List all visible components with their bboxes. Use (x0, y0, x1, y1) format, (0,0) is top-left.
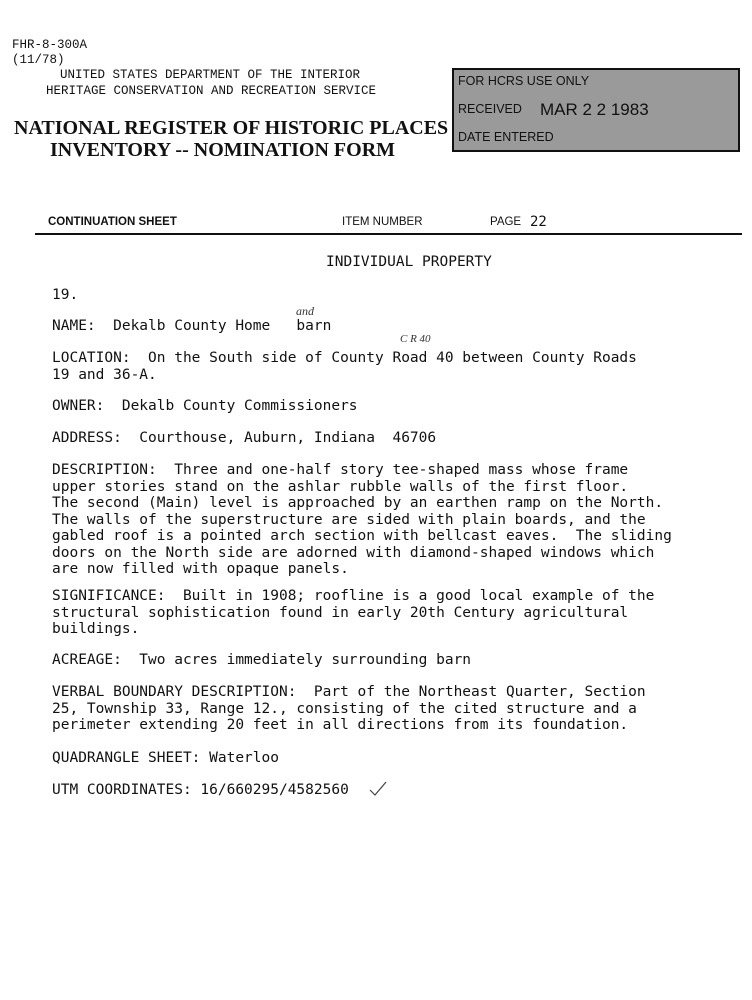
location-handwritten-note: C R 40 (400, 333, 431, 345)
description-field: DESCRIPTION: Three and one-half story tee-shaped mass whose frame upper stories stand on the ashlar rubble walls of the first floor. The second (Main) level is approached by an earthen ramp on the North. The walls of the superstructure are sided with plain boards, and the gabled roof is a pointed arch section with bellcast eaves. The sliding doors on the North side are adorned with diamond-shaped windows which are now filled with opaque panels. (52, 462, 672, 577)
name-field: NAME: Dekalb County Home barn (52, 318, 332, 334)
name-handwritten-insert: and (296, 304, 314, 318)
acreage-field: ACREAGE: Two acres immediately surrounding barn (52, 652, 472, 668)
header-rule (35, 233, 742, 235)
section-title: INDIVIDUAL PROPERTY (326, 254, 492, 270)
entry-number: 19. (52, 287, 79, 303)
boundary-field: VERBAL BOUNDARY DESCRIPTION: Part of the Northeast Quarter, Section 25, Township 33, Range 12., consisting of the cited structure and a perimeter extending 20 feet in all directions from its foundation. (52, 684, 646, 733)
address-field: ADDRESS: Courthouse, Auburn, Indiana 46706 (52, 430, 437, 446)
page-number: 22 (530, 214, 547, 230)
continuation-sheet-label: CONTINUATION SHEET (48, 216, 177, 228)
agency-line-1: UNITED STATES DEPARTMENT OF THE INTERIOR (60, 68, 361, 82)
form-date: (11/78) (12, 53, 65, 67)
quadrangle-field: QUADRANGLE SHEET: Waterloo (52, 750, 279, 766)
stamp-received-date: MAR 2 2 1983 (540, 100, 649, 119)
official-use-stamp (452, 68, 740, 152)
stamp-date-entered-label: DATE ENTERED (458, 130, 554, 144)
form-title-line-2: INVENTORY -- NOMINATION FORM (50, 139, 396, 161)
item-number-label: ITEM NUMBER (342, 216, 423, 228)
owner-field: OWNER: Dekalb County Commissioners (52, 398, 358, 414)
stamp-received-label: RECEIVED (458, 102, 522, 116)
stamp-for-use-only: FOR HCRS USE ONLY (458, 74, 590, 88)
location-field: LOCATION: On the South side of County Road 40 between County Roads 19 and 36-A. (52, 350, 637, 383)
significance-field: SIGNIFICANCE: Built in 1908; roofline is a good local example of the structural sophistication found in early 20th Century agricultural buildings. (52, 588, 655, 637)
checkmark-icon (368, 780, 388, 798)
agency-line-2: HERITAGE CONSERVATION AND RECREATION SERVICE (46, 84, 377, 98)
form-title-line-1: NATIONAL REGISTER OF HISTORIC PLACES (14, 117, 449, 139)
page-label: PAGE (490, 216, 522, 228)
form-id: FHR-8-300A (12, 38, 88, 52)
utm-field: UTM COORDINATES: 16/660295/4582560 (52, 782, 349, 798)
